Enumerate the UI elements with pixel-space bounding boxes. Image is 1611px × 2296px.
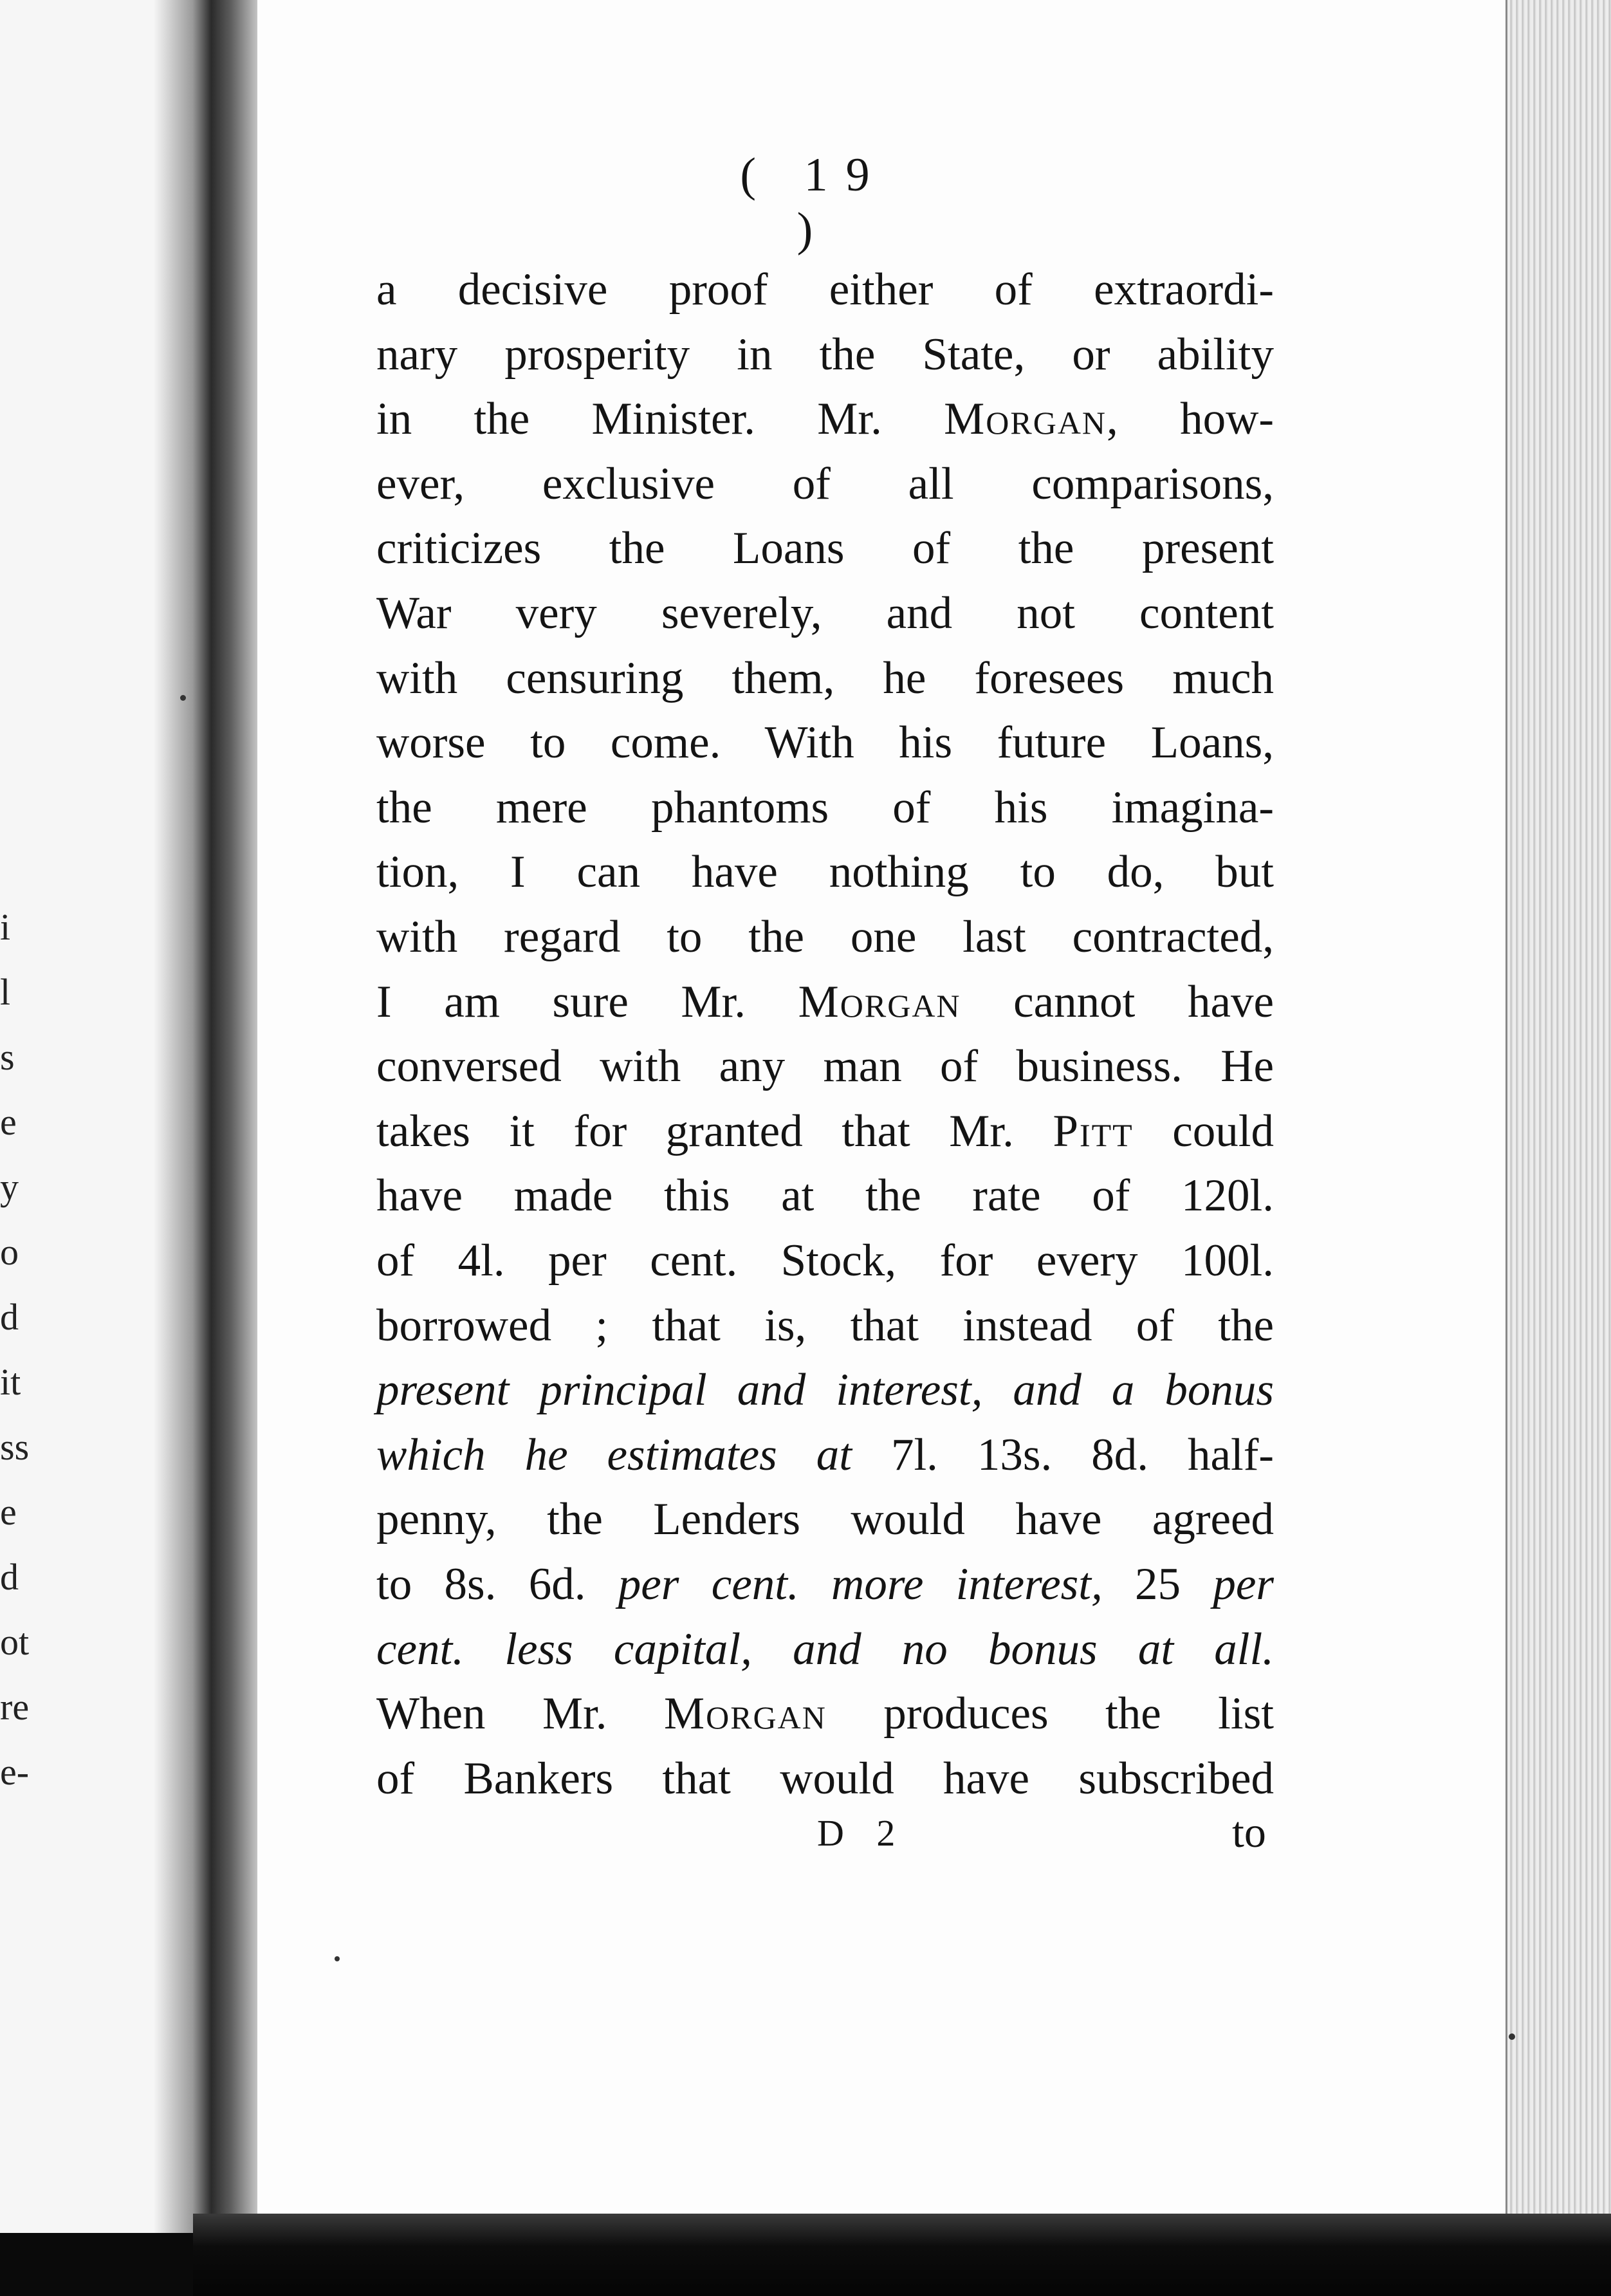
small-caps-name: Morgan: [663, 1689, 827, 1739]
facing-page-text-fragments: [0, 894, 39, 1804]
text-segment: I am sure Mr.: [376, 976, 798, 1027]
text-line: [376, 1681, 1274, 1746]
scan-bottom-edge: [193, 2214, 1611, 2296]
italic-text: per: [1213, 1559, 1275, 1609]
text-line: [376, 516, 1274, 580]
facing-page-fragment: o: [0, 1231, 19, 1273]
text-segment: with regard to the one last contracted,: [376, 912, 1274, 962]
facing-page-fragment: d: [0, 1296, 19, 1338]
page-number: ( 19 ): [740, 149, 888, 256]
text-segment: worse to come. With his future Loans,: [376, 718, 1274, 768]
text-segment: 25: [1102, 1559, 1213, 1609]
text-line: [376, 775, 1274, 840]
text-segment: in the Minister. Mr.: [376, 394, 944, 445]
text-line: [376, 646, 1274, 710]
page-fore-edge: [1505, 0, 1611, 2214]
text-line: [376, 840, 1274, 904]
text-segment: tion, I can have nothing to do, but: [376, 847, 1274, 898]
gutter-shadow: [154, 0, 264, 2233]
paper-speck: [180, 695, 186, 701]
text-line: [376, 1034, 1274, 1098]
text-segment: of 4l. per cent. Stock, for every 100l.: [376, 1236, 1274, 1286]
text-line: [376, 1487, 1274, 1551]
text-segment: a decisive proof either of extraordi-: [376, 264, 1274, 315]
italic-text: cent. less capital, and no bonus at all.: [376, 1624, 1274, 1674]
italic-text: which he estimates at: [376, 1429, 852, 1480]
text-segment: takes it for granted that Mr.: [376, 1106, 1053, 1156]
facing-page-fragment: ot: [0, 1621, 30, 1663]
text-line: [376, 452, 1274, 516]
text-line: [376, 1423, 1274, 1487]
text-line: [376, 581, 1274, 645]
facing-page-fragment: e-: [0, 1751, 30, 1793]
text-segment: penny, the Lenders would have agreed: [376, 1494, 1274, 1545]
facing-page-fragment: y: [0, 1166, 19, 1208]
text-segment: War very severely, and not content: [376, 588, 1274, 638]
text-segment: have made this at the rate of 120l.: [376, 1171, 1274, 1221]
text-segment: to 8s. 6d.: [376, 1559, 618, 1609]
text-segment: 7l. 13s. 8d. half-: [851, 1429, 1274, 1480]
text-segment: ever, exclusive of all comparisons,: [376, 458, 1274, 509]
text-segment: produces the list: [826, 1689, 1274, 1739]
text-line: [376, 710, 1274, 775]
text-line: [376, 970, 1274, 1034]
text-line: [376, 1163, 1274, 1228]
facing-page-fragment: e: [0, 1101, 17, 1143]
text-segment: with censuring them, he foresees much: [376, 653, 1274, 703]
facing-page-fragment: d: [0, 1556, 19, 1598]
paper-speck: [335, 1956, 340, 1961]
facing-page-fragment: ss: [0, 1426, 30, 1468]
text-segment: conversed with any man of business. He: [376, 1041, 1274, 1092]
facing-page-fragment: l: [0, 971, 11, 1013]
catchword: to: [1232, 1808, 1266, 1856]
facing-page-fragment: s: [0, 1036, 15, 1078]
text-line: [376, 1552, 1274, 1616]
facing-page-fragment: e: [0, 1491, 17, 1533]
text-line: [376, 1099, 1274, 1163]
text-segment: of Bankers that would have subscribed: [376, 1753, 1274, 1804]
small-caps-name: Pitt: [1053, 1106, 1134, 1156]
text-line: [376, 1746, 1274, 1811]
paper-speck: [1509, 2033, 1515, 2040]
text-line: [376, 1228, 1274, 1293]
facing-page-fragment: i: [0, 906, 11, 948]
small-caps-name: Morgan: [798, 976, 961, 1027]
text-line: [376, 1617, 1274, 1681]
text-segment: When Mr.: [376, 1689, 664, 1739]
text-line: [376, 322, 1274, 387]
text-line: [376, 1358, 1274, 1422]
text-segment: , how-: [1107, 394, 1274, 445]
text-line: [376, 387, 1274, 451]
text-segment: the mere phantoms of his imagina-: [376, 782, 1274, 833]
text-line: [376, 905, 1274, 969]
facing-page-fragment: re: [0, 1686, 30, 1728]
signature-mark: D 2: [817, 1812, 907, 1854]
text-segment: criticizes the Loans of the present: [376, 523, 1274, 574]
italic-text: per cent. more interest,: [618, 1559, 1103, 1609]
text-line: [376, 1293, 1274, 1358]
text-segment: nary prosperity in the State, or ability: [376, 329, 1274, 380]
text-segment: cannot have: [961, 976, 1274, 1027]
text-segment: could: [1133, 1106, 1274, 1156]
small-caps-name: Morgan: [944, 394, 1107, 445]
text-segment: borrowed ; that is, that instead of the: [376, 1300, 1274, 1351]
text-line: [376, 257, 1274, 322]
italic-text: present principal and interest, and a bonus: [376, 1365, 1274, 1416]
facing-page-fragment: it: [0, 1361, 21, 1403]
